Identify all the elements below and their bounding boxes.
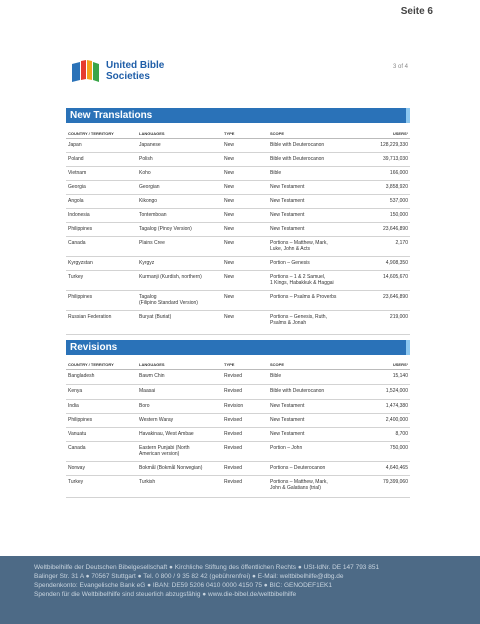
cell-language: Polish xyxy=(139,156,153,162)
cell-language: Turkish xyxy=(139,479,156,485)
cell-country: Philippines xyxy=(68,417,93,423)
cell-users: 128,229,330 xyxy=(380,142,408,148)
cell-scope: Bible with Deuterocanon xyxy=(270,388,325,394)
cell-users: 2,400,000 xyxy=(385,417,408,423)
cell-users: 166,000 xyxy=(389,170,408,176)
cell-type: New xyxy=(224,198,235,204)
cell-language: Tontemboan xyxy=(139,212,167,218)
cell-users: 219,000 xyxy=(389,314,408,320)
cell-language: Western Waray xyxy=(139,417,174,423)
table-row xyxy=(66,209,410,223)
cell-country: Angola xyxy=(68,198,84,204)
cell-country: Turkey xyxy=(68,274,84,280)
cell-country: Kyrgyzstan xyxy=(68,260,93,266)
cell-scope: Bible xyxy=(270,170,282,176)
footer-line: Spenden für die Weltbibelhilfe sind steuerlich abzugsfähig ● www.die-bibel.de/weltbibelhilfe xyxy=(34,591,297,598)
table-row xyxy=(66,291,410,311)
table-header: COUNTRY / TERRITORY LANGUAGES TYPE SCOPE USERS¹ xyxy=(66,360,410,370)
cell-scope: Portions – Matthew, Mark, John & Galatians (trial) xyxy=(270,479,328,491)
cell-language: Buryat (Buriat) xyxy=(139,314,172,320)
ubs-logo xyxy=(70,58,164,84)
cell-language: Plains Cree xyxy=(139,240,165,246)
cell-country: Russian Federation xyxy=(68,314,112,320)
cell-type: New xyxy=(224,260,235,266)
cell-scope: Portions – Matthew, Mark, Luke, John & Acts xyxy=(270,240,328,252)
cell-users: 150,000 xyxy=(389,212,408,218)
table-row xyxy=(66,237,410,257)
cell-language: Japanese xyxy=(139,142,161,148)
table-row xyxy=(66,400,410,414)
cell-scope: Portion – John xyxy=(270,445,303,451)
table-row xyxy=(66,223,410,237)
cell-scope: New Testament xyxy=(270,198,305,204)
cell-users: 2,170 xyxy=(395,240,408,246)
cell-type: New xyxy=(224,274,235,280)
table-row xyxy=(66,181,410,195)
cell-type: Revised xyxy=(224,431,243,437)
cell-users: 3,858,920 xyxy=(385,184,408,190)
cell-scope: New Testament xyxy=(270,403,305,409)
new-translations-table xyxy=(66,129,410,335)
cell-language: Kyrgyz xyxy=(139,260,155,266)
cell-country: Indonesia xyxy=(68,212,90,218)
cell-users: 39,713,030 xyxy=(382,156,408,162)
cell-scope: New Testament xyxy=(270,431,305,437)
cell-users: 1,524,000 xyxy=(385,388,408,394)
cell-scope: New Testament xyxy=(270,184,305,190)
page-of: 3 of 4 xyxy=(392,64,408,70)
cell-type: Revised xyxy=(224,388,243,394)
cell-scope: Bible with Deuterocanon xyxy=(270,142,325,148)
table-row xyxy=(66,385,410,400)
cell-scope: Portions – Genesis, Ruth, Psalms & Jonah xyxy=(270,314,327,326)
cell-scope: Portions – 1 & 2 Samuel, 1 Kings, Habakkuk & Haggai xyxy=(270,274,334,286)
ubs-logo-text: United Bible Societies xyxy=(106,60,165,82)
cell-type: New xyxy=(224,294,235,300)
cell-language: Maasai xyxy=(139,388,156,394)
table-row xyxy=(66,139,410,153)
cell-users: 79,399,060 xyxy=(382,479,408,485)
cell-language: Georgian xyxy=(139,184,160,190)
cell-country: Philippines xyxy=(68,294,93,300)
cell-country: Turkey xyxy=(68,479,84,485)
cell-type: Revised xyxy=(224,479,243,485)
cell-scope: Portions – Deuterocanon xyxy=(270,465,326,471)
section-header-revisions: Revisions xyxy=(66,340,410,355)
cell-users: 537,000 xyxy=(389,198,408,204)
cell-users: 23,646,890 xyxy=(382,226,408,232)
cell-type: Revision xyxy=(224,403,244,409)
cell-language: Kurmanji (Kurdish, northern) xyxy=(139,274,202,280)
footer-line: Weltbibelhilfe der Deutschen Bibelgesellschaft ● Kirchliche Stiftung des öffentlichen Rechts ● USt-IdNr. DE 147 793 851 xyxy=(34,564,380,571)
cell-scope: Portions – Psalms & Proverbs xyxy=(270,294,337,300)
cell-country: Canada xyxy=(68,240,86,246)
cell-country: Kenya xyxy=(68,388,83,394)
cell-country: Canada xyxy=(68,445,86,451)
page-number: Seite 6 xyxy=(400,6,433,17)
footer xyxy=(0,556,480,624)
table-row xyxy=(66,476,410,498)
cell-users: 4,640,465 xyxy=(385,465,408,471)
footer-line: Spendenkonto: Evangelische Bank eG ● IBAN: DE59 5206 0410 0000 4150 75 ● BIC: GENODEF1EK1 xyxy=(34,582,333,589)
cell-scope: New Testament xyxy=(270,226,305,232)
table-row xyxy=(66,414,410,428)
table-row xyxy=(66,311,410,335)
cell-users: 1,474,380 xyxy=(385,403,408,409)
table-row xyxy=(66,462,410,476)
ubs-logo-icon xyxy=(70,58,100,84)
cell-scope: Portion – Genesis xyxy=(270,260,310,266)
table-row xyxy=(66,257,410,271)
cell-type: New xyxy=(224,314,235,320)
table-row xyxy=(66,271,410,291)
cell-country: Philippines xyxy=(68,226,93,232)
cell-scope: Bible xyxy=(270,373,282,379)
cell-users: 23,646,890 xyxy=(382,294,408,300)
cell-country: Japan xyxy=(68,142,82,148)
cell-country: Georgia xyxy=(68,184,86,190)
cell-language: Havakinau, West Ambae xyxy=(139,431,194,437)
cell-users: 750,000 xyxy=(389,445,408,451)
table-header: COUNTRY / TERRITORY LANGUAGES TYPE SCOPE USERS¹ xyxy=(66,129,410,139)
cell-type: Revised xyxy=(224,445,243,451)
cell-country: Bangladesh xyxy=(68,373,95,379)
table-row xyxy=(66,167,410,181)
cell-language: Tagalog (Pinoy Version) xyxy=(139,226,192,232)
cell-scope: New Testament xyxy=(270,212,305,218)
cell-type: Revised xyxy=(224,465,243,471)
table-row xyxy=(66,370,410,385)
cell-country: Vanuatu xyxy=(68,431,87,437)
cell-language: Tagalog (Filipino Standard Version) xyxy=(139,294,198,306)
cell-users: 4,908,350 xyxy=(385,260,408,266)
cell-type: New xyxy=(224,226,235,232)
cell-type: Revised xyxy=(224,373,243,379)
cell-users: 14,605,670 xyxy=(382,274,408,280)
cell-country: India xyxy=(68,403,79,409)
cell-language: Bawm Chin xyxy=(139,373,165,379)
table-row xyxy=(66,195,410,209)
table-row xyxy=(66,428,410,442)
cell-country: Norway xyxy=(68,465,85,471)
cell-type: New xyxy=(224,212,235,218)
cell-language: Kikongo xyxy=(139,198,158,204)
cell-language: Bokmål (Bokmål Norwegian) xyxy=(139,465,203,471)
cell-language: Eastern Punjabi (North American version) xyxy=(139,445,190,457)
cell-type: New xyxy=(224,142,235,148)
cell-country: Poland xyxy=(68,156,84,162)
footer-line: Balinger Str. 31 A ● 70567 Stuttgart ● Tel. 0 800 / 9 35 82 42 (gebührenfrei) ● E-Mail: weltbibelhilfe@dbg.de xyxy=(34,573,344,580)
section-header-new-translations: New Translations xyxy=(66,108,410,123)
cell-users: 15,140 xyxy=(392,373,408,379)
table-row xyxy=(66,153,410,167)
cell-language: Koho xyxy=(139,170,151,176)
cell-scope: New Testament xyxy=(270,417,305,423)
cell-type: New xyxy=(224,240,235,246)
cell-users: 8,700 xyxy=(395,431,408,437)
table-row xyxy=(66,442,410,462)
cell-type: New xyxy=(224,184,235,190)
cell-type: New xyxy=(224,170,235,176)
cell-language: Boro xyxy=(139,403,150,409)
cell-type: New xyxy=(224,156,235,162)
revisions-table xyxy=(66,360,410,498)
cell-country: Vietnam xyxy=(68,170,87,176)
cell-type: Revised xyxy=(224,417,243,423)
cell-scope: Bible with Deuterocanon xyxy=(270,156,325,162)
